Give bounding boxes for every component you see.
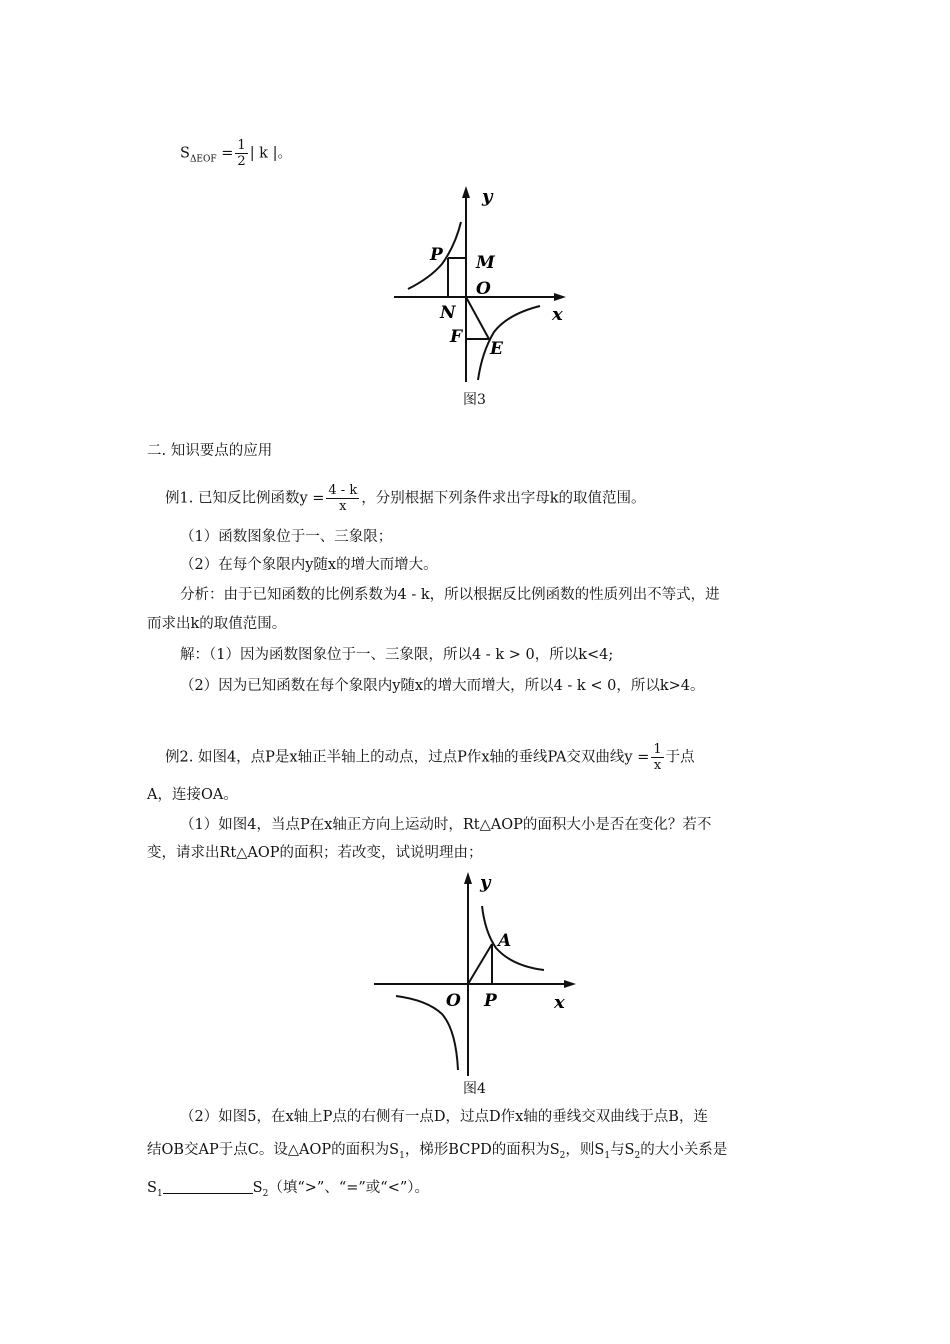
formula-fraction [235, 138, 247, 169]
example-1-fraction [326, 483, 359, 514]
example-2-question-1-line-1: （1）如图4，当点P在x轴正方向上运动时，Rt△AOP的面积大小是否在变化？若不 [180, 817, 712, 833]
figure-3-graph [390, 182, 570, 382]
section-heading: 二. 知识要点的应用 [147, 443, 273, 459]
fig3-label-o: O [476, 279, 491, 299]
example-1-intro-tail: ，分别根据下列条件求出字母k的取值范围。 [361, 490, 646, 507]
fig3-x-arrow [554, 293, 566, 301]
example-1-intro [165, 483, 646, 514]
example-2-question-2-line-3 [147, 1178, 429, 1204]
fig3-y-arrow [462, 186, 470, 198]
q2-subscript-1: 1 [399, 1151, 405, 1161]
figure-4-caption: 图4 [463, 1081, 486, 1097]
fig3-segment-oe [466, 297, 489, 339]
fig4-segment-oa [468, 944, 492, 984]
fig3-label-y: y [482, 186, 493, 207]
q2-subscript-2: 2 [559, 1151, 566, 1161]
fig3-label-e: E [490, 339, 503, 359]
q2-text-c: ，则S [565, 1142, 605, 1158]
formula-s: S [180, 145, 190, 162]
fig3-label-n: N [440, 303, 456, 323]
example-1-analysis-2: 而求出k的取值范围。 [147, 616, 287, 632]
example-1-condition-2: （2）在每个象限内y随x的增大而增大。 [180, 557, 438, 573]
fraction-numerator: 4 - k [328, 483, 358, 498]
fig4-label-p: P [484, 991, 497, 1011]
fig4-label-x: x [554, 992, 565, 1013]
answer-blank[interactable] [163, 1179, 253, 1194]
example-2-intro-text: 例2. 如图4，点P是x轴正半轴上的动点，过点P作x轴的垂线PA交双曲线y = [165, 749, 650, 766]
q2-text-d: 与S [610, 1142, 635, 1158]
fraction-denominator: x [653, 758, 662, 773]
fraction-denominator: x [339, 499, 347, 514]
fig3-label-x: x [552, 304, 563, 325]
fig3-label-f: F [450, 327, 463, 347]
example-2-question-1-line-2: 变，请求出Rt△AOP的面积；若改变，试说明理由； [147, 845, 483, 861]
fig3-label-p: P [430, 245, 443, 265]
fraction-numerator: 1 [237, 138, 246, 153]
q2-subscript-4: 2 [634, 1151, 641, 1161]
example-2-intro-line-2: A，连接OA。 [147, 787, 238, 803]
fraction-numerator: 1 [653, 742, 662, 757]
formula-tail: | k |。 [249, 145, 292, 162]
example-1-solution-2: （2）因为已知函数在每个象限内y随x的增大而增大，所以4 - k < 0，所以k>4。 [180, 678, 705, 694]
fig3-curve-lower-right [478, 306, 540, 380]
formula-area-eof [180, 138, 292, 170]
example-2-intro [165, 742, 695, 773]
example-1-solution-1: 解：（1）因为函数图象位于一、三象限，所以4 - k > 0，所以k<4; [180, 647, 614, 663]
fig3-label-m: M [476, 253, 495, 273]
answer-s1-subscript: 1 [156, 1189, 163, 1199]
example-2-fraction [651, 742, 663, 773]
example-1-intro-text: 例1. 已知反比例函数y = [165, 490, 325, 507]
example-1-analysis-1: 分析：由于已知函数的比例系数为4 - k，所以根据反比例函数的性质列出不等式，进 [180, 587, 720, 603]
answer-s1: S [147, 1180, 157, 1196]
fig4-label-y: y [480, 872, 491, 893]
fraction-denominator: 2 [237, 154, 246, 169]
answer-s2: S [252, 1180, 263, 1196]
formula-equals: = [221, 145, 234, 162]
q2-text-e: 的大小关系是 [640, 1142, 728, 1158]
answer-hint: （填“>”、“=”或“<”）。 [268, 1180, 430, 1196]
example-1-condition-1: （1）函数图象位于一、三象限； [180, 529, 393, 545]
q2-text-a: 结OB交AP于点C。设△AOP的面积为S [147, 1142, 400, 1158]
fig4-x-arrow [564, 980, 576, 988]
example-2-question-2-line-1: （2）如图5，在x轴上P点的右侧有一点D，过点D作x轴的垂线交双曲线于点B，连 [180, 1109, 708, 1125]
fig4-label-a: A [498, 931, 512, 951]
formula-subscript: ΔEOF [189, 154, 217, 165]
figure-3-caption: 图3 [463, 392, 486, 408]
example-2-intro-tail: 于点 [665, 749, 695, 766]
example-2-question-2-line-2 [147, 1140, 727, 1166]
answer-s2-subscript: 2 [262, 1189, 269, 1199]
fig4-label-o: O [446, 991, 461, 1011]
fig4-y-arrow [464, 872, 472, 884]
q2-subscript-3: 1 [604, 1151, 611, 1161]
figure-4-graph [372, 866, 582, 1076]
q2-text-b: ，梯形BCPD的面积为S [404, 1142, 560, 1158]
